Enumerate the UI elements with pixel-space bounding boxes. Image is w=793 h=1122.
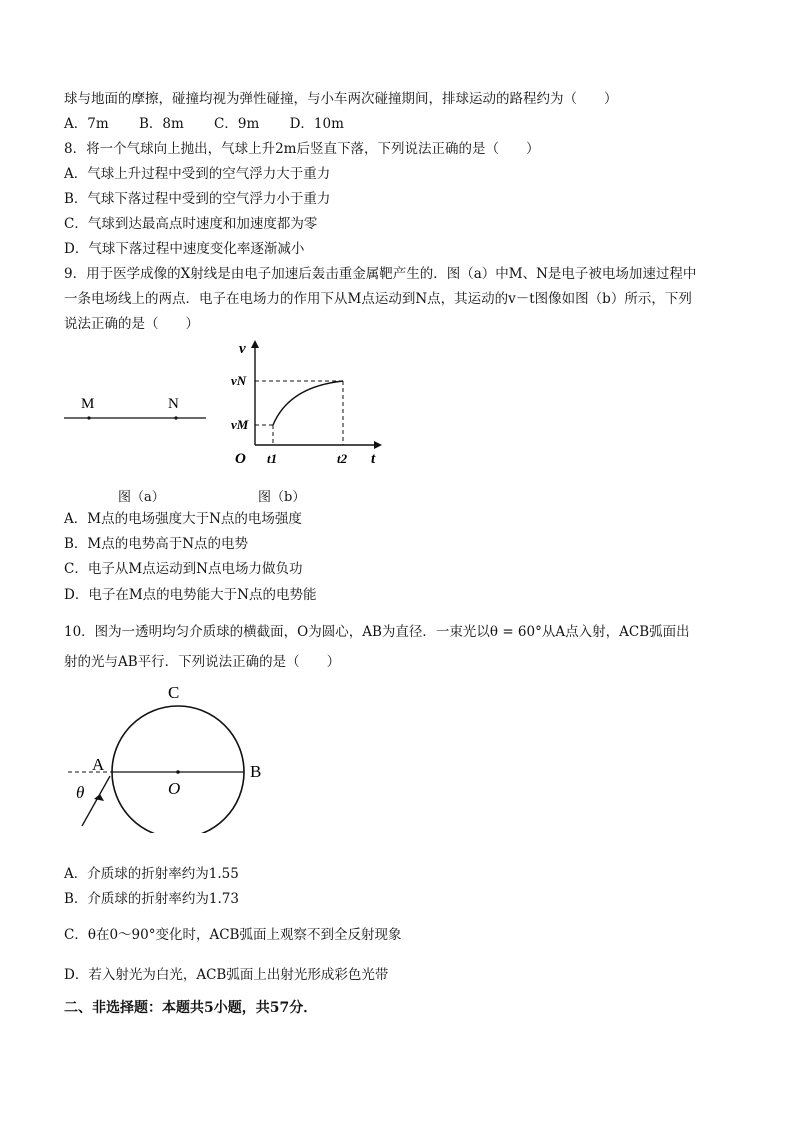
q7-option-a: A．7m (64, 116, 109, 132)
label-a: A (92, 755, 105, 774)
ray-arrow (94, 794, 104, 801)
q9-fig-a-caption: 图（a） (118, 490, 165, 505)
v-axis-arrow (251, 340, 259, 348)
center-point (176, 770, 180, 774)
q9-option-d: D．电子在M点的电势能大于N点的电势能 (64, 587, 317, 603)
q10-option-a: A．介质球的折射率约为1.55 (64, 866, 239, 882)
q8-option-b: B．气球下落过程中受到的空气浮力小于重力 (64, 191, 331, 207)
origin-label: O (235, 451, 246, 467)
point-m (87, 416, 90, 419)
point-n (174, 416, 177, 419)
q9-option-c: C．电子从M点运动到N点电场力做负功 (64, 561, 303, 577)
q10-option-c: C．θ在0～90°变化时，ACB弧面上观察不到全反射现象 (64, 927, 402, 943)
incident-ray (82, 776, 110, 826)
q9-figure-b (225, 335, 390, 475)
q7-option-b: B．8m (138, 116, 184, 132)
q7-option-c: C．9m (214, 116, 260, 132)
q9-stem-line1: 9．用于医学成像的X射线是由电子加速后轰击重金属靶产生的．图（a）中M、N是电子被电场加速过程中 (64, 266, 697, 282)
q10-sphere-figure (64, 678, 279, 833)
label-o: O (168, 779, 181, 798)
t1-label: t1 (267, 451, 278, 466)
vn-label: vN (231, 373, 247, 388)
section-2-heading: 二、非选择题：本题共5小题，共57分． (64, 1000, 318, 1016)
q10-option-b: B．介质球的折射率约为1.73 (64, 891, 239, 907)
q10-stem-line1: 10．图为一透明均匀介质球的横截面，O为圆心，AB为直径．一束光以θ = 60°从A点入射，ACB弧面出 (64, 624, 690, 640)
q8-option-c: C．气球到达最高点时速度和加速度都为零 (64, 216, 318, 232)
q8-option-a: A．气球上升过程中受到的空气浮力大于重力 (64, 166, 331, 182)
label-n: N (168, 396, 179, 412)
velocity-curve (273, 381, 343, 425)
q7-option-d: D．10m (289, 116, 344, 132)
vm-label: vM (231, 417, 249, 432)
axis-v-label: v (239, 341, 246, 357)
sphere-outline (112, 706, 244, 833)
q7-stem-continued: 球与地面的摩擦，碰撞均视为弹性碰撞，与小车两次碰撞期间，排球运动的路程约为（ ） (64, 91, 618, 107)
label-m: M (81, 396, 95, 412)
q9-stem-line3: 说法正确的是（ ） (64, 316, 199, 332)
q7-options (64, 115, 370, 133)
t2-label: t2 (337, 451, 348, 466)
q9-figure-a (60, 380, 210, 440)
q9-fig-b-caption: 图（b） (258, 490, 306, 505)
q8-option-d: D．气球下落过程中速度变化率逐渐减小 (64, 241, 305, 257)
label-c: C (168, 683, 180, 702)
t-axis-arrow (374, 441, 382, 449)
q10-stem-line2: 射的光与AB平行．下列说法正确的是（ ） (64, 654, 341, 670)
q9-stem-line2: 一条电场线上的两点．电子在电场力的作用下从M点运动到N点，其运动的v－t图像如图（b）所示，下列 (64, 291, 692, 307)
label-theta: θ (76, 783, 85, 802)
axis-t-label: t (371, 451, 376, 467)
q10-option-d: D．若入射光为白光，ACB弧面上出射光形成彩色光带 (64, 967, 389, 983)
q8-stem: 8．将一个气球向上抛出，气球上升2m后竖直下落，下列说法正确的是（ ） (64, 141, 540, 157)
q9-option-b: B．M点的电势高于N点的电势 (64, 536, 249, 552)
label-b: B (250, 762, 262, 781)
q9-option-a: A．M点的电场强度大于N点的电场强度 (64, 511, 302, 527)
